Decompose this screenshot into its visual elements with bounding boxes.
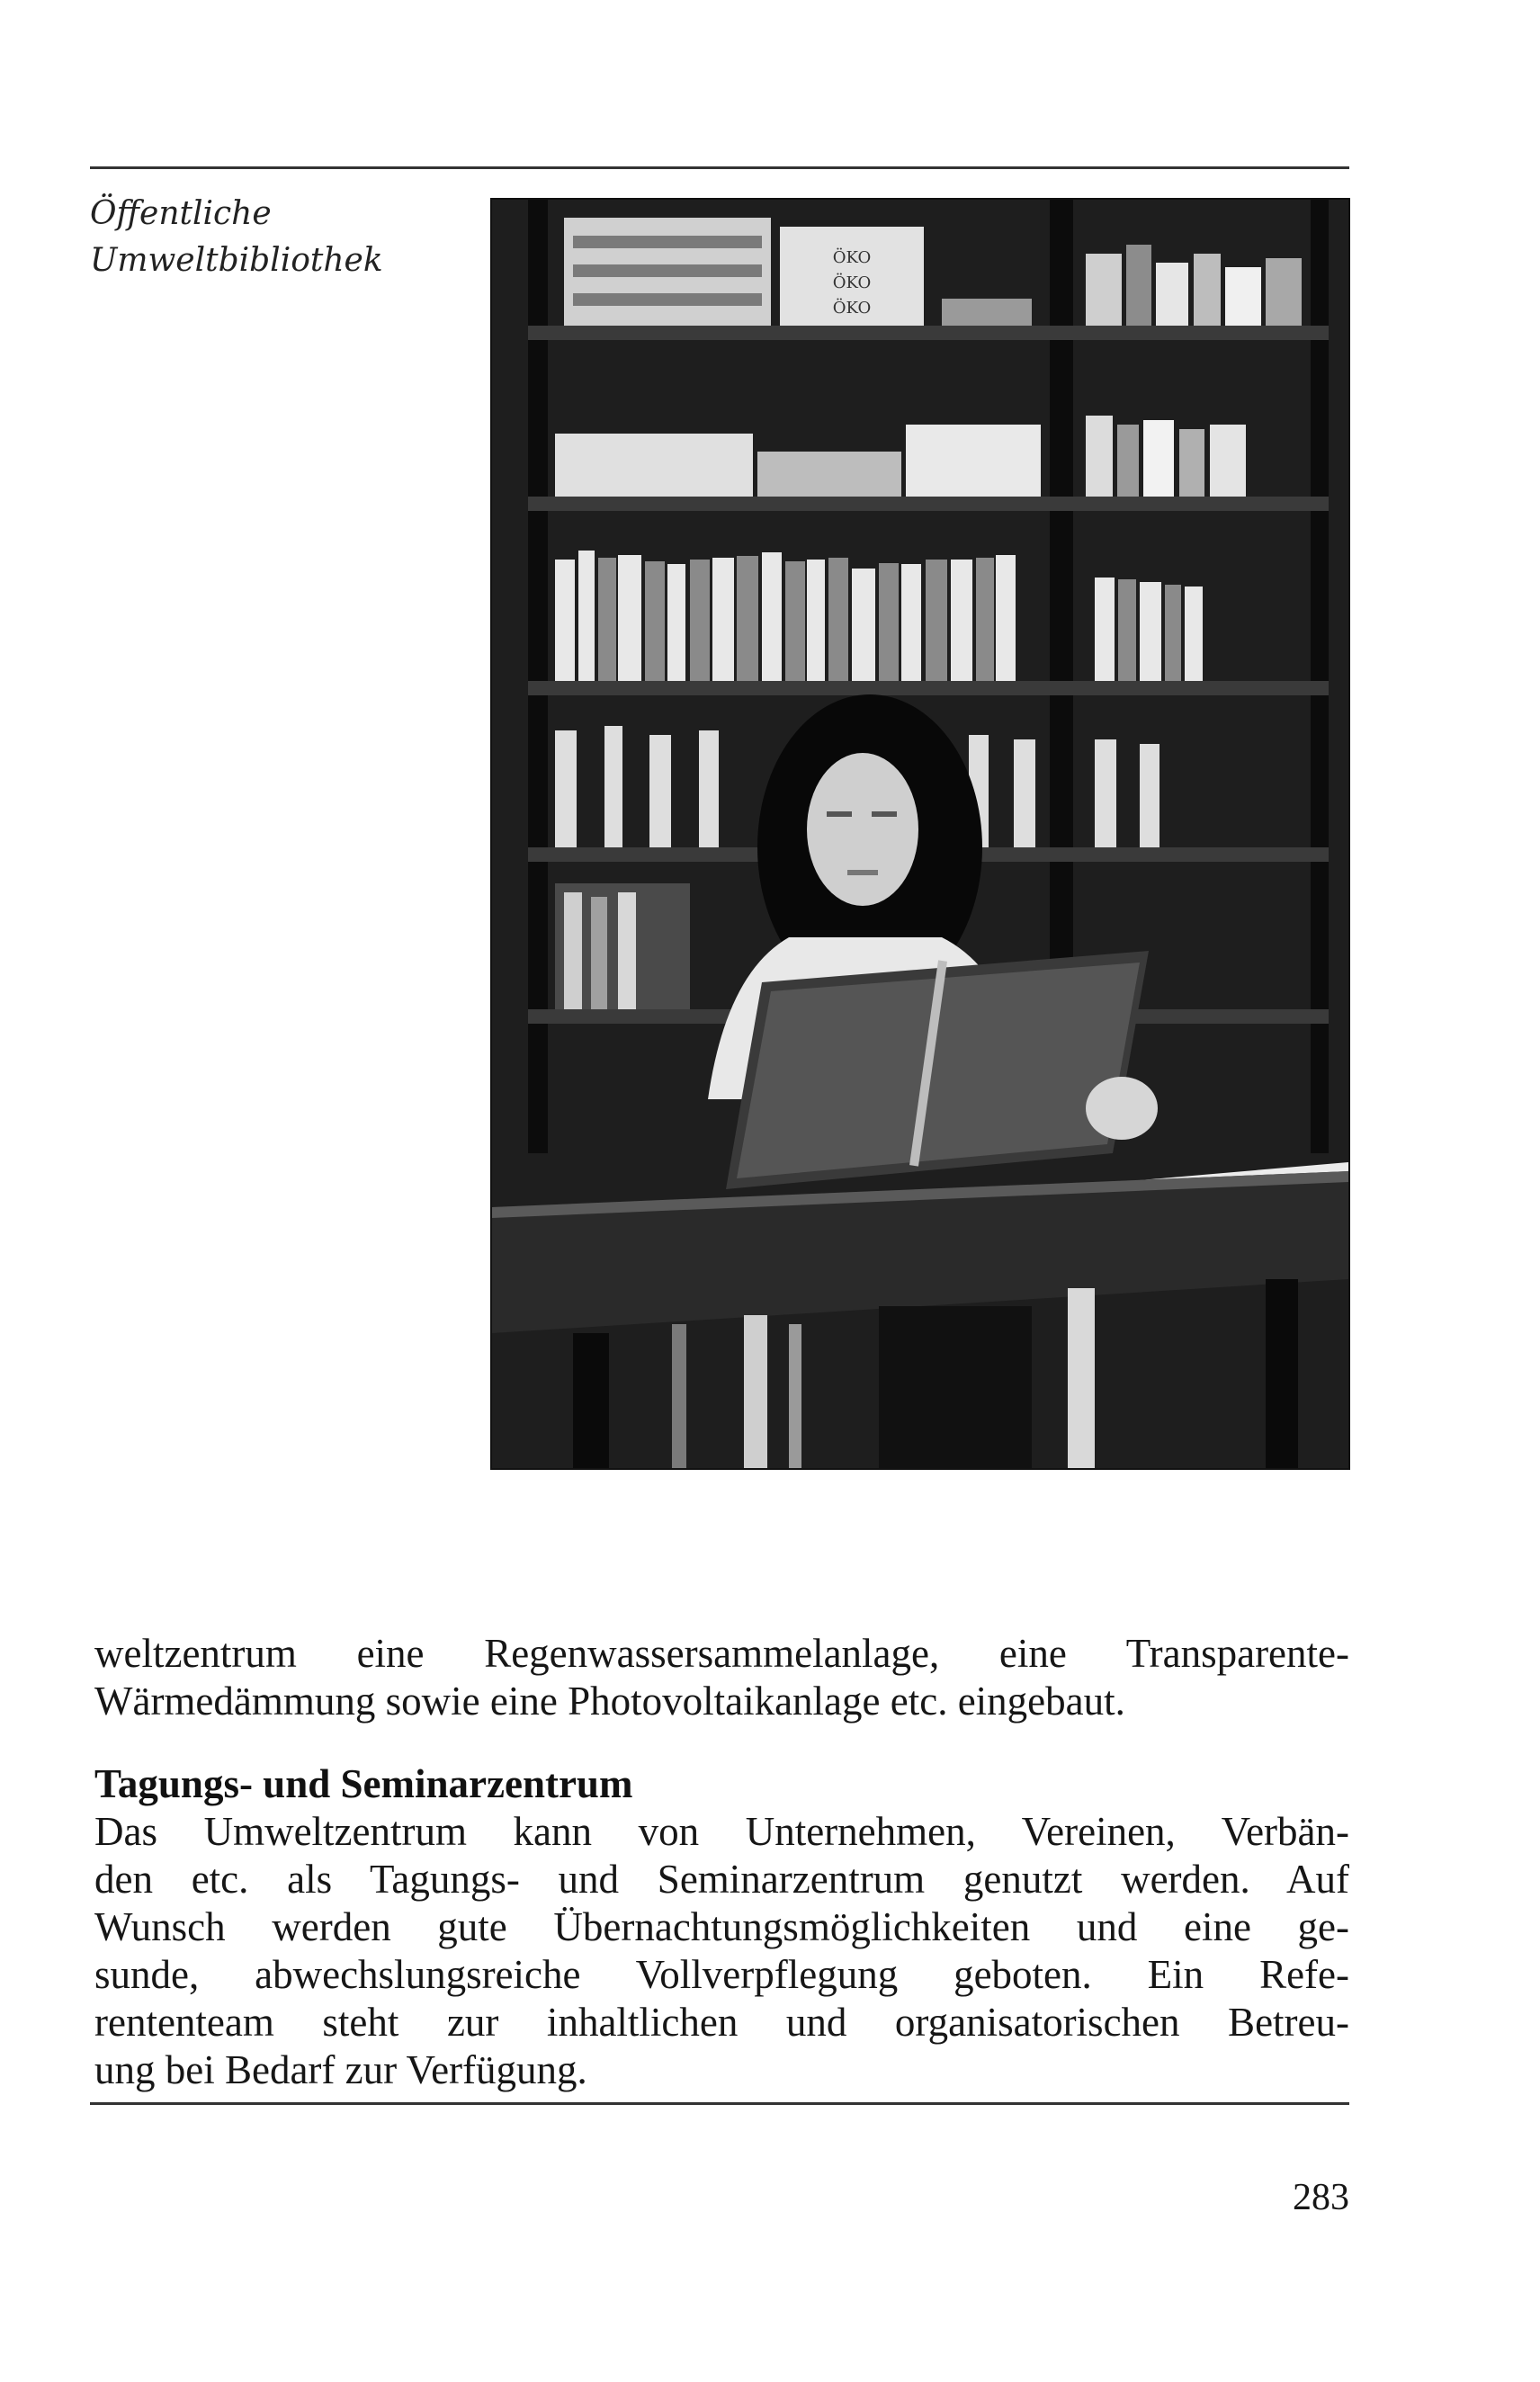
box-label-2: ÖKO xyxy=(832,273,872,292)
caption-line-1: Öffentliche xyxy=(90,195,272,232)
section-line-4: sunde, abwechslungsreiche Vollverpflegung geboten. Ein Refe- xyxy=(94,1952,1349,1997)
section-heading: Tagungs- und Seminarzentrum xyxy=(94,1761,633,1806)
paragraph-continued xyxy=(94,1630,1349,1725)
top-rule xyxy=(90,166,1349,169)
section-line-1: Das Umweltzentrum kann von Unternehmen, Vereinen, Verbän- xyxy=(94,1809,1349,1854)
section-line-6: ung bei Bedarf zur Verfügung. xyxy=(94,2047,587,2092)
library-photo xyxy=(490,198,1350,1470)
section-line-3: Wunsch werden gute Übernachtungsmöglichkeiten und eine ge- xyxy=(94,1904,1349,1949)
section-paragraph xyxy=(94,1808,1349,2094)
paragraph-1-line-2: Wärmedämmung sowie eine Photovoltaikanlage etc. eingebaut. xyxy=(94,1679,1125,1724)
library-photo-illustration xyxy=(492,200,1348,1468)
box-label-3: ÖKO xyxy=(832,299,872,318)
caption-line-2: Umweltbibliothek xyxy=(90,242,383,279)
box-label-1: ÖKO xyxy=(832,248,872,267)
section-line-2: den etc. als Tagungs- und Seminarzentrum genutzt werden. Auf xyxy=(94,1857,1349,1902)
bottom-rule xyxy=(90,2102,1349,2105)
section-line-5: rententeam steht zur inhaltlichen und organisatorischen Betreu- xyxy=(94,2000,1349,2045)
photo-caption xyxy=(90,191,468,284)
paragraph-1-line-1: weltzentrum eine Regenwassersammelanlage, eine Transparente- xyxy=(94,1631,1349,1676)
page-number: 283 xyxy=(1293,2177,1349,2218)
